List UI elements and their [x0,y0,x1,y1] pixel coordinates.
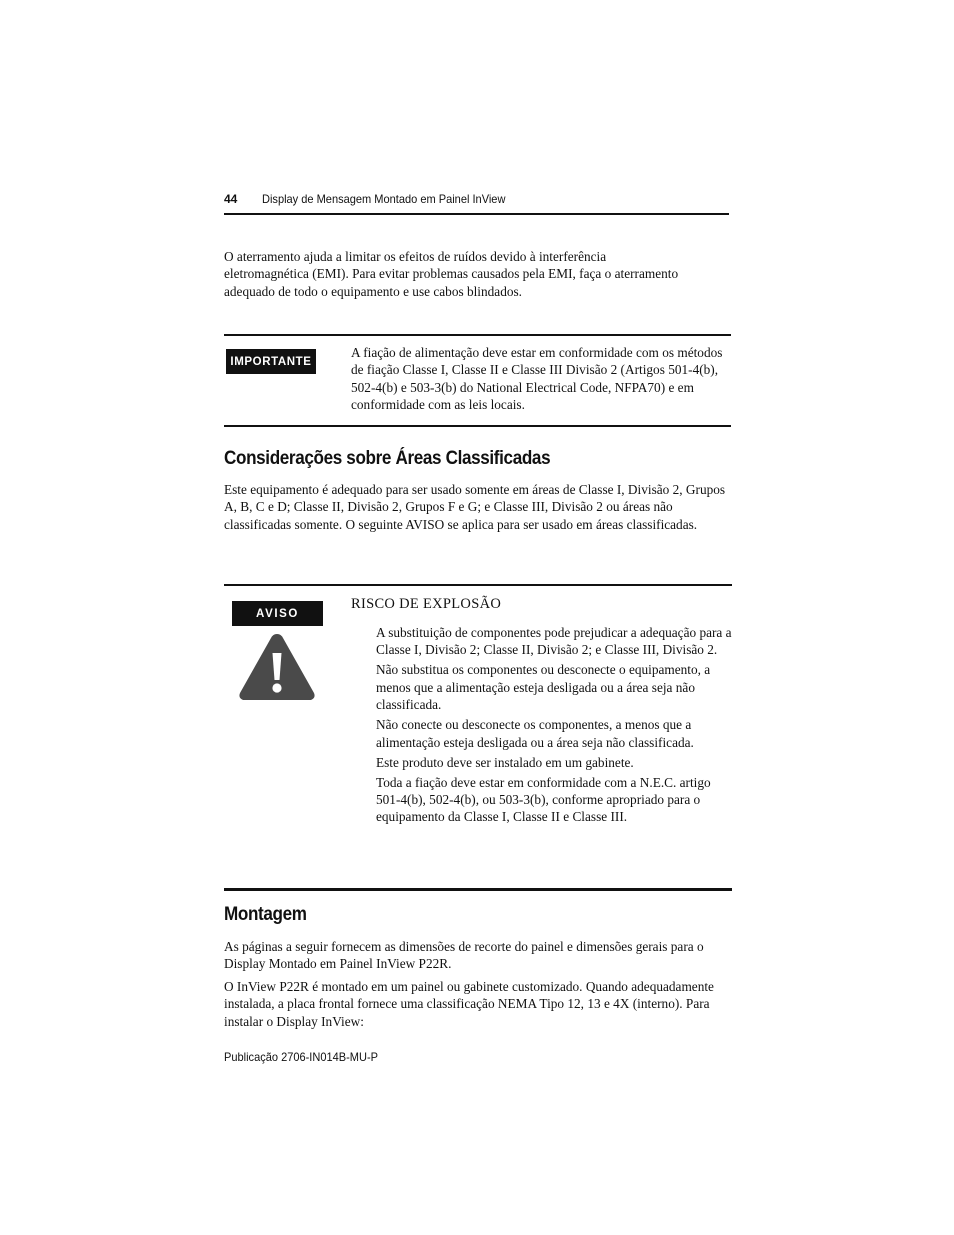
warning-title: RISCO DE EXPLOSÃO [351,596,502,612]
important-text: A fiação de alimentação deve estar em conformidade com os métodos de fiação Classe I, Classe II e Classe III Divisão 2 (Artigos 501-4(b), 502-4(b) e 503-3(b) do National Electrical Code, NFPA70) e em conformidade com as leis locais. [351,345,723,413]
section-heading-areas: Considerações sobre Áreas Classificadas [224,448,551,469]
warning-label: AVISO [232,601,323,626]
warning-items [376,624,732,828]
areas-paragraph: Este equipamento é adequado para ser usado somente em áreas de Classe I, Divisão 2, Grupos A, B, C e D; Classe II, Divisão 2, Grupos F e G; e Classe III, Divisão 2 ou áreas não classificadas somente. O seguinte AVISO se aplica para ser usado em áreas classificadas. [224,482,726,532]
section-heading-montagem: Montagem [224,904,307,925]
warning-item: Este produto deve ser instalado em um gabinete. [376,754,634,770]
intro-paragraph: O aterramento ajuda a limitar os efeitos de ruídos devido à interferência eletromagnética (EMI). Para evitar problemas causados pela EMI, faça o aterramento adequado de todo o equipamento e use cabos blindados. [224,249,679,299]
warning-box-bottom-rule [224,888,732,891]
montagem-body [224,938,729,1035]
warning-item: A substituição de componentes pode prejudicar a adequação para a Classe I, Divisão 2; Classe II, Divisão 2; e Classe III, Divisão 2. [376,625,732,658]
montagem-paragraph: As páginas a seguir fornecem as dimensões de recorte do painel e dimensões gerais para o Display Montado em Painel InView P22R. [224,939,704,972]
warning-triangle-icon [237,631,317,703]
page-number: 44 [224,192,238,206]
warning-item: Não substitua os componentes ou desconecte o equipamento, a menos que a alimentação esteja desligada ou a área seja não classificada. [376,662,711,713]
warning-item: Não conecte ou desconecte os componentes, a menos que a alimentação esteja desligada ou a área seja não classificada. [376,717,694,750]
header-rule [224,213,729,215]
publication-footer: Publicação 2706-IN014B-MU-P [224,1050,379,1064]
important-box [224,334,731,427]
warning-box-top-rule [224,584,732,586]
header-title: Display de Mensagem Montado em Painel InView [262,192,506,206]
important-label: IMPORTANTE [226,349,316,374]
warning-item: Toda a fiação deve estar em conformidade com a N.E.C. artigo 501-4(b), 502-4(b), ou 503-3(b), conforme apropriado para o equipamento da Classe I, Classe II e Classe III. [376,774,711,825]
warning-box [224,584,732,891]
important-box-top-rule [224,334,731,336]
important-box-bottom-rule [224,425,731,427]
montagem-paragraph: O InView P22R é montado em um painel ou gabinete customizado. Quando adequadamente instalada, a placa frontal fornece uma classificação NEMA Tipo 12, 13 e 4X (interno). Para instalar o Display InView: [224,978,714,1029]
